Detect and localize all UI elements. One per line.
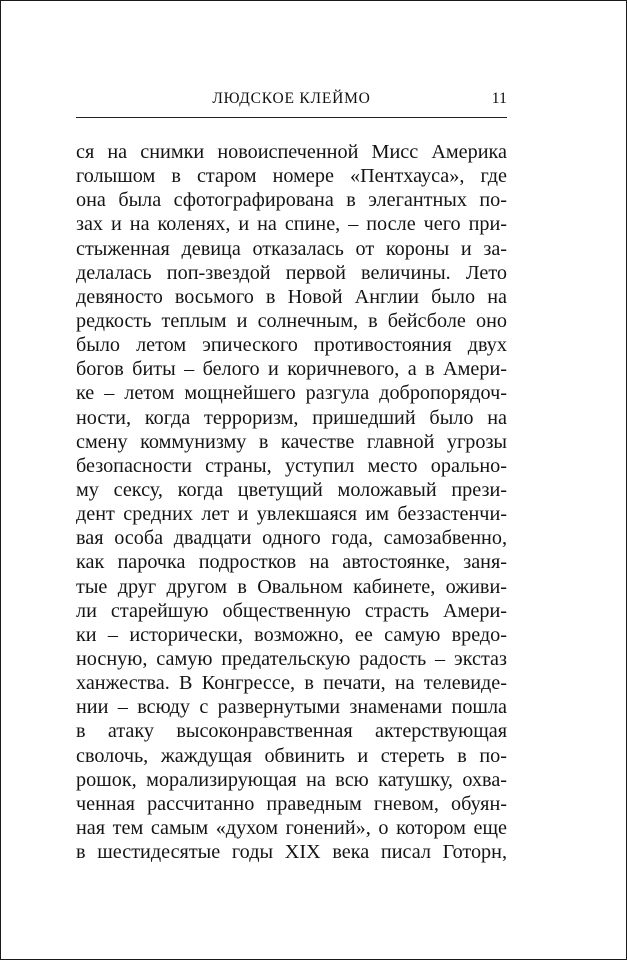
text-line: рошок, морализирующая на всю катушку, охва- bbox=[76, 768, 507, 791]
text-line: тые друг другом в Овальном кабинете, оживи- bbox=[76, 575, 507, 598]
text-line: в шестидесятые годы XIX века писал Готорн, bbox=[76, 841, 507, 864]
body-text bbox=[76, 140, 507, 864]
running-title: ЛЮДСКОЕ КЛЕЙМО bbox=[212, 90, 371, 107]
text-line: ности, когда терроризм, пришедший было на bbox=[76, 406, 507, 429]
header-rule bbox=[76, 117, 507, 118]
text-line: ки – исторически, возможно, ее самую вредо- bbox=[76, 623, 507, 646]
text-line: как парочка подростков на автостоянке, заня- bbox=[76, 551, 507, 574]
text-line: ся на снимки новоиспеченной Мисс Америка bbox=[76, 141, 507, 163]
text-line: ли старейшую общественную страсть Амери- bbox=[76, 599, 507, 622]
text-line: она была сфотографирована в элегантных по- bbox=[76, 189, 507, 212]
text-line: дент средних лет и увлекшаяся им беззастенчи- bbox=[76, 503, 507, 526]
text-line: смену коммунизму в качестве главной угрозы bbox=[76, 430, 507, 453]
text-line: девяносто восьмого в Новой Англии было на bbox=[76, 285, 507, 308]
running-head bbox=[76, 90, 507, 118]
text-line: ченная рассчитанно праведным гневом, обуян- bbox=[76, 792, 507, 815]
text-line: безопасности страны, уступил место орально- bbox=[76, 454, 507, 477]
text-line: ханжества. В Конгрессе, в печати, на телевиде- bbox=[76, 672, 507, 695]
text-line: голышом в старом номере «Пентхауса», где bbox=[76, 165, 507, 188]
text-line: в атаку высоконравственная актерствующая bbox=[76, 720, 507, 743]
text-line: редкость теплым и солнечным, в бейсболе оно bbox=[76, 309, 507, 332]
text-line: вая особа двадцати одного года, самозабвенно, bbox=[76, 527, 507, 550]
text-line: ке – летом мощнейшего разгула добропорядоч- bbox=[76, 382, 507, 405]
page-number: 11 bbox=[491, 90, 507, 107]
text-line: ная тем самым «духом гонений», о котором еще bbox=[76, 816, 507, 839]
text-line: му сексу, когда цветущий моложавый прези- bbox=[76, 478, 507, 501]
text-line: было летом эпического противостояния двух bbox=[76, 334, 507, 357]
text-line: стыженная девица отказалась от короны и за- bbox=[76, 237, 507, 260]
text-line: зах и на коленях, и на спине, – после чего при- bbox=[76, 213, 507, 236]
text-line: нии – всюду с развернутыми знаменами пошла bbox=[76, 696, 507, 719]
text-line: богов биты – белого и коричневого, а в Амери- bbox=[76, 358, 507, 381]
text-line: сволочь, жаждущая обвинить и стереть в по- bbox=[76, 744, 507, 767]
text-line: носную, самую предательскую радость – экстаз bbox=[76, 647, 507, 670]
text-line: делалась поп-звездой первой величины. Лето bbox=[76, 261, 507, 284]
